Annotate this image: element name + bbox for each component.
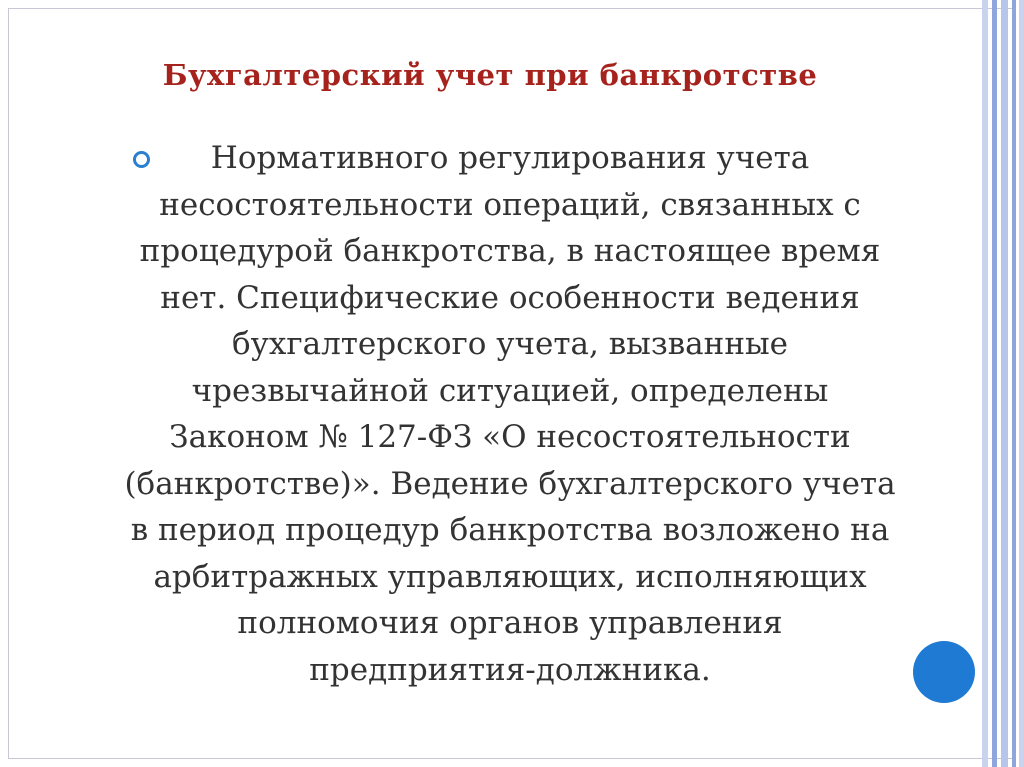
body-paragraph [60,135,960,693]
body-line: Нормативного регулирования учета [210,140,810,176]
body-line: в период процедур банкротства возложено на [130,512,890,548]
blue-circle-decoration [913,641,975,703]
body-line: Законом № 127-ФЗ «О несостоятельности [169,419,851,455]
body-line: нет. Специфические особенности ведения [160,279,860,316]
body-line: (банкротстве)». Ведение бухгалтерского учета [124,465,896,502]
body-line: несостоятельности операций, связанных с [159,186,861,223]
body-line: процедурой банкротства, в настоящее время [139,233,881,269]
body-line: полномочия органов управления [237,605,783,641]
decorative-stripe [992,0,997,767]
body-line: арбитражных управляющих, исполняющих [153,558,867,595]
decorative-stripe [1001,0,1008,767]
body-line: чрезвычайной ситуацией, определены [191,372,829,409]
decorative-stripe [1019,0,1024,767]
body-line: предприятия-должника. [309,651,711,688]
body-line: бухгалтерского учета, вызванные [231,326,789,362]
decorative-stripe [982,0,988,767]
slide-title: Бухгалтерский учет при банкротстве [162,58,818,92]
decorative-stripe [1012,0,1016,767]
